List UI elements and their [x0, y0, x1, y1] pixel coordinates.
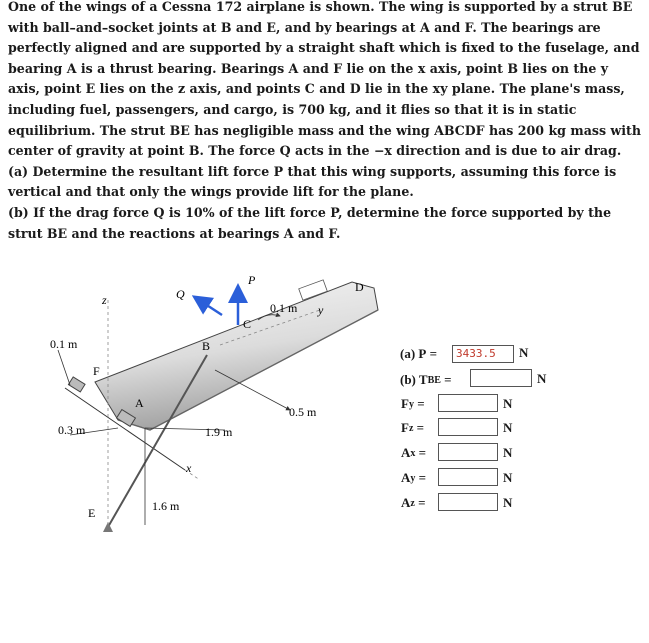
- label-dim-05: 0.5 m: [289, 405, 317, 419]
- label-p: P: [248, 273, 256, 287]
- answer-unit-tbe: N: [537, 371, 547, 386]
- label-c: C: [243, 317, 252, 331]
- answer-input-p[interactable]: 3433.5: [452, 345, 514, 363]
- problem-statement: [8, 0, 644, 244]
- answer-label-az: A: [401, 495, 411, 510]
- answer-input-fz[interactable]: [438, 418, 498, 436]
- answer-input-ay[interactable]: [438, 468, 498, 486]
- label-e: E: [88, 506, 96, 520]
- answer-unit-fy: N: [503, 396, 513, 411]
- label-dim-16: 1.6 m: [152, 499, 180, 513]
- answer-unit-ay: N: [503, 470, 513, 485]
- problem-part-a: (a) Determine the resultant lift force P that this wing supports, assuming this force is vertical and that only the wings provide lift for the plane.: [8, 163, 617, 200]
- label-b: B: [202, 339, 211, 353]
- answer-row-az: A z =: [401, 495, 426, 510]
- answer-unit-fz: N: [503, 420, 513, 435]
- label-dim-19: 1.9 m: [205, 425, 233, 439]
- answer-sub-fy: y: [408, 398, 414, 410]
- label-dim-01-top: 0.1 m: [270, 301, 298, 315]
- label-dim-01-left: 0.1 m: [50, 337, 78, 351]
- problem-paragraph: One of the wings of a Cessna 172 airplane is shown. The wing is supported by a strut BE with ball–and–socket joints at B and E, and by bearings at A and F. The bearings are perfectly aligned and are supported by a straight shaft which is fixed to the fuselage, and bearing A is a thrust bearing. Bearings A and F lie on the x axis, point B lies on the y axis, point E lies on the z axis, and points C and D lie in the xy plane. The plane's mass, including fuel, passengers, and cargo, is 700 kg, and it flies so that it is in static equilibrium. The strut BE has negligible mass and the wing ABCDF has 200 kg mass with center of gravity at point B. The force Q acts in the −x direction and is due to air drag.: [8, 0, 642, 159]
- dim-line-01-left: [58, 350, 70, 385]
- answer-row-ax: A x =: [401, 445, 427, 460]
- answer-sub-az: z: [410, 497, 415, 509]
- wing-figure: [0, 270, 395, 570]
- answer-input-ax[interactable]: [438, 443, 498, 461]
- answer-row-ay: A y =: [401, 470, 427, 485]
- answer-label-fy: F: [401, 396, 409, 411]
- label-a: A: [135, 396, 144, 410]
- force-q-arrow: [196, 298, 222, 315]
- answer-input-fy[interactable]: [438, 394, 498, 412]
- label-f: F: [93, 364, 100, 378]
- answer-label-fz: F: [401, 420, 409, 435]
- answer-sub-fz: z: [408, 422, 414, 434]
- answer-row-fz: F z =: [401, 420, 425, 435]
- label-q: Q: [176, 287, 185, 301]
- label-d: D: [355, 280, 364, 294]
- answer-unit-az: N: [503, 495, 513, 510]
- answer-input-az[interactable]: [438, 493, 498, 511]
- bearing-f: [68, 377, 85, 392]
- answer-sub-ax: x: [410, 447, 416, 459]
- answer-label-ay: A: [401, 470, 411, 485]
- label-y: y: [318, 303, 324, 317]
- answer-label-ax: A: [401, 445, 411, 460]
- answer-sub-tbe: BE: [427, 374, 441, 386]
- answer-unit-p: N: [519, 345, 529, 360]
- answer-unit-ax: N: [503, 445, 513, 460]
- answer-row-fy: F y =: [401, 396, 425, 411]
- answer-row-p: (a) P =: [400, 346, 438, 361]
- answer-label-tbe: (b) T: [400, 372, 428, 387]
- label-dim-03: 0.3 m: [58, 423, 86, 437]
- answer-sub-ay: y: [410, 472, 416, 484]
- answer-row-tbe: (b) T BE =: [400, 372, 452, 387]
- answer-input-tbe[interactable]: [470, 369, 532, 387]
- problem-part-b: (b) If the drag force Q is 10% of the lift force P, determine the force supported by the strut BE and the reactions at bearings A and F.: [8, 204, 612, 241]
- label-x: x: [186, 461, 192, 475]
- label-z: z: [102, 293, 107, 307]
- answer-label-p: (a) P: [400, 346, 427, 361]
